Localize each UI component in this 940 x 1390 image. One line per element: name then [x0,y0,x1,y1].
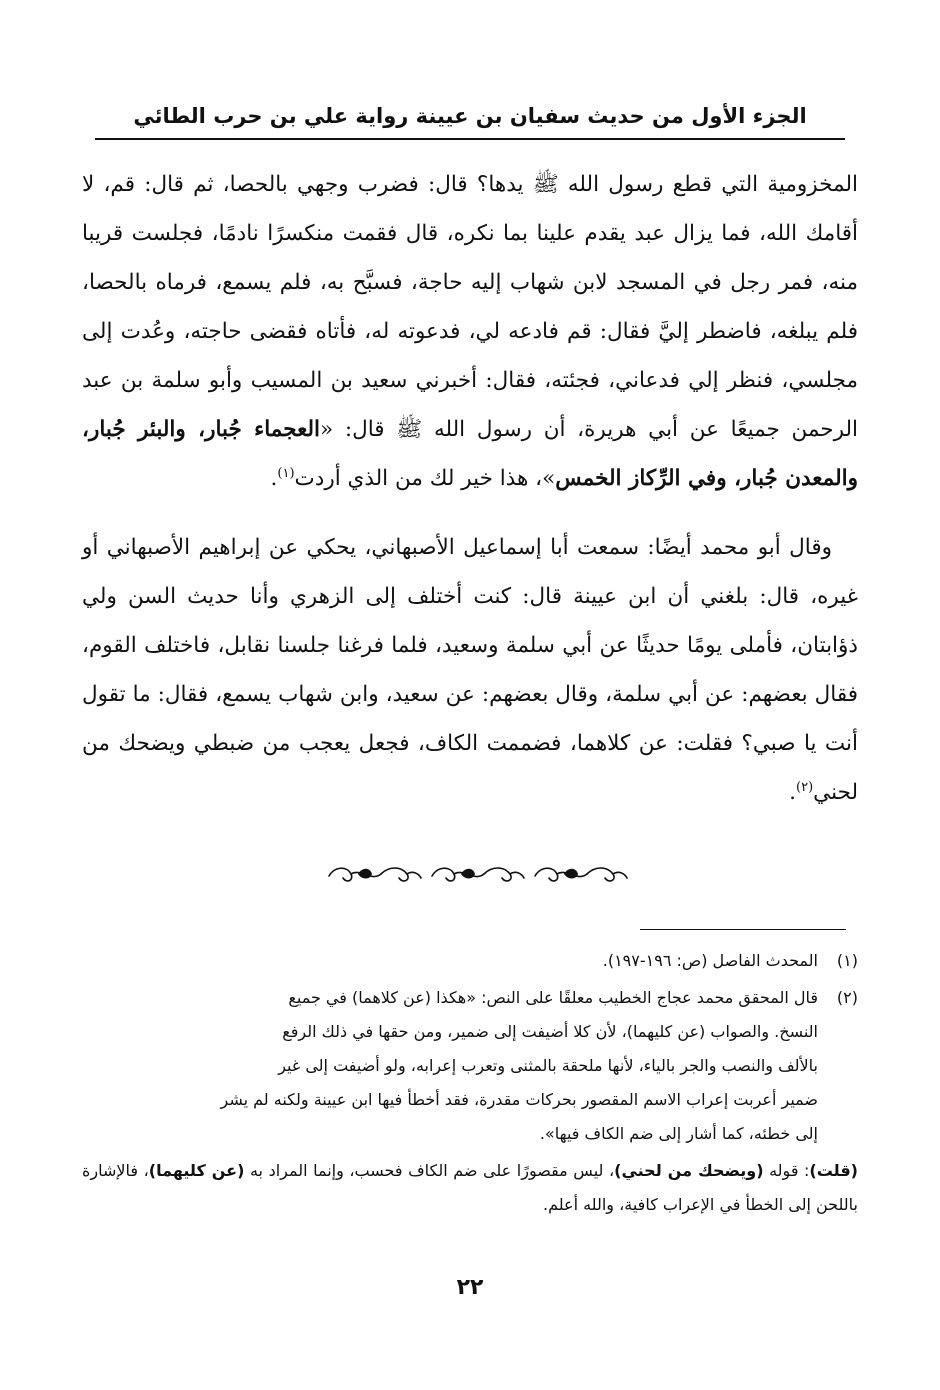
p1-line-1: المخزومية التي قطع رسول الله ﷺ يدها؟ قال: فضرب وجهي بالحصا، ثم قال: [144,172,858,197]
editor-note-label: (قلت) [809,1161,858,1180]
p2-line-3: حديث السن ولي ذؤابتان، فأملى يومًا حديثًا عن أبي سلمة وسعيد، فلما فرغنا [82,584,858,658]
ornament-unit-right [535,868,627,881]
ornament-unit-left [329,868,421,881]
footnote-ref-2: (٢) [796,779,814,795]
footnote-1 [82,944,858,978]
editor-note-correction: (عن كليهما) [148,1161,245,1180]
footnote-2 [82,981,858,1151]
paragraph-1 [82,160,858,503]
footnote-2-number: (٢) [836,988,858,1007]
p2-line-2: الأصبهاني أو غيره، قال: بلغني أن ابن عيينة قال: كنت أختلف إلى الزهري وأنا [82,535,858,609]
page-number: ٢٢ [456,1275,484,1300]
header-rule [95,138,845,140]
p1-line-7-suffix: »، هذا [499,466,556,491]
p2-line-5: سعيد، وابن شهاب يسمع، فقال: ما تقول أنت يا صبي؟ فقلت: عن كلاهما، [82,682,858,756]
footnote-2-line-5: إلى خطئه، كما أشار إلى ضم الكاف فيها». [539,1124,818,1143]
footnote-2-body [82,981,818,1151]
footnote-rule [640,929,846,930]
p2-line-1: وقال أبو محمد أيضًا: سمعت أبا إسماعيل الأصبهاني، يحكي عن إبراهيم [198,535,832,560]
p2-line-4: جلسنا نقابل، فاختلف القوم، فقال بعضهم: عن أبي سلمة، وقال بعضهم: عن [82,633,858,707]
p1-line-3: فجلست قريبا منه، فمر رجل في المسجد لابن شهاب إليه حاجة، فسبَّح به، فلم [82,221,858,295]
p1-line-5: فقضى حاجته، وعُدت إلى مجلسي، فنظر إلي فدعاني، فجئته، فقال: أخبرني [82,319,858,393]
main-text [82,160,858,817]
p2-line-6-end: . [789,780,797,805]
footnote-2-line-3: بالألف والنصب والجر بالياء، لأنها ملحقة بالمثنى وتعرب إعرابه، ولو أضيفت إلى غير [278,1056,818,1075]
p1-line-8: خير لك من الذي أردت [294,466,493,491]
editor-note-part-b: ، ليس مقصورًا على ضم الكاف فحسب، وإنما المراد به [244,1161,615,1180]
p1-line-7-prefix: قال: « [320,417,385,442]
p1-line-6: سعيد بن المسيب وأبو سلمة بن عبد الرحمن جميعًا عن أبي هريرة، أن رسول الله ﷺ [82,368,858,442]
editor-note [82,1154,858,1222]
footnote-1-text: المحدث الفاصل (ص: ١٩٦-١٩٧). [602,951,818,970]
footnotes [82,944,858,1222]
ornament-unit-middle [432,868,524,881]
footnote-2-line-1: قال المحقق محمد عجاج الخطيب معلقًا على النص: «هكذا (عن كلاهما) في جميع [288,988,818,1007]
footnote-ref-1: (١) [277,465,295,481]
footnote-2-line-4: ضمير أعربت إعراب الاسم المقصور بحركات مقدرة، فقد أخطأ فيها ابن عيينة ولكنه لم يشر [220,1090,818,1109]
p1-line-4: يسمع، فرماه بالحصا، فلم يبلغه، فاضطر إليَّ فقال: قم فادعه لي، فدعوته له، فأتاه [82,270,858,344]
editor-note-quote: (ويضحك من لحني) [614,1161,764,1180]
editor-note-part-c: ، فالإشارة باللحن إلى الخطأ في الإعراب كافية، والله أعلم. [82,1161,858,1214]
p1-line-2: قم، لا أقامك الله، فما يزال عبد يقدم علينا بما نكره، قال فقمت منكسرًا نادمًا، [82,172,859,246]
floral-divider-icon [320,852,630,896]
p2-line-6: فضممت الكاف، فجعل يعجب من ضبطي ويضحك من لحني [82,731,858,805]
p1-line-8-end: . [270,466,278,491]
hadith-quote: العجماء جُبار، والبئر جُبار، والمعدن جُبار، وفي الرِّكاز الخمس [82,417,858,491]
editor-note-part-a: : قوله [763,1161,810,1180]
paragraph-2 [82,523,858,817]
footnote-2-line-2: النسخ. والصواب (عن كليهما)، لأن كلا أضيفت إلى ضمير، ومن حقها في ذلك الرفع [282,1022,818,1041]
running-header: الجزء الأول من حديث سفيان بن عيينة رواية علي بن حرب الطائي [133,104,807,128]
footnote-1-number: (١) [836,951,858,970]
